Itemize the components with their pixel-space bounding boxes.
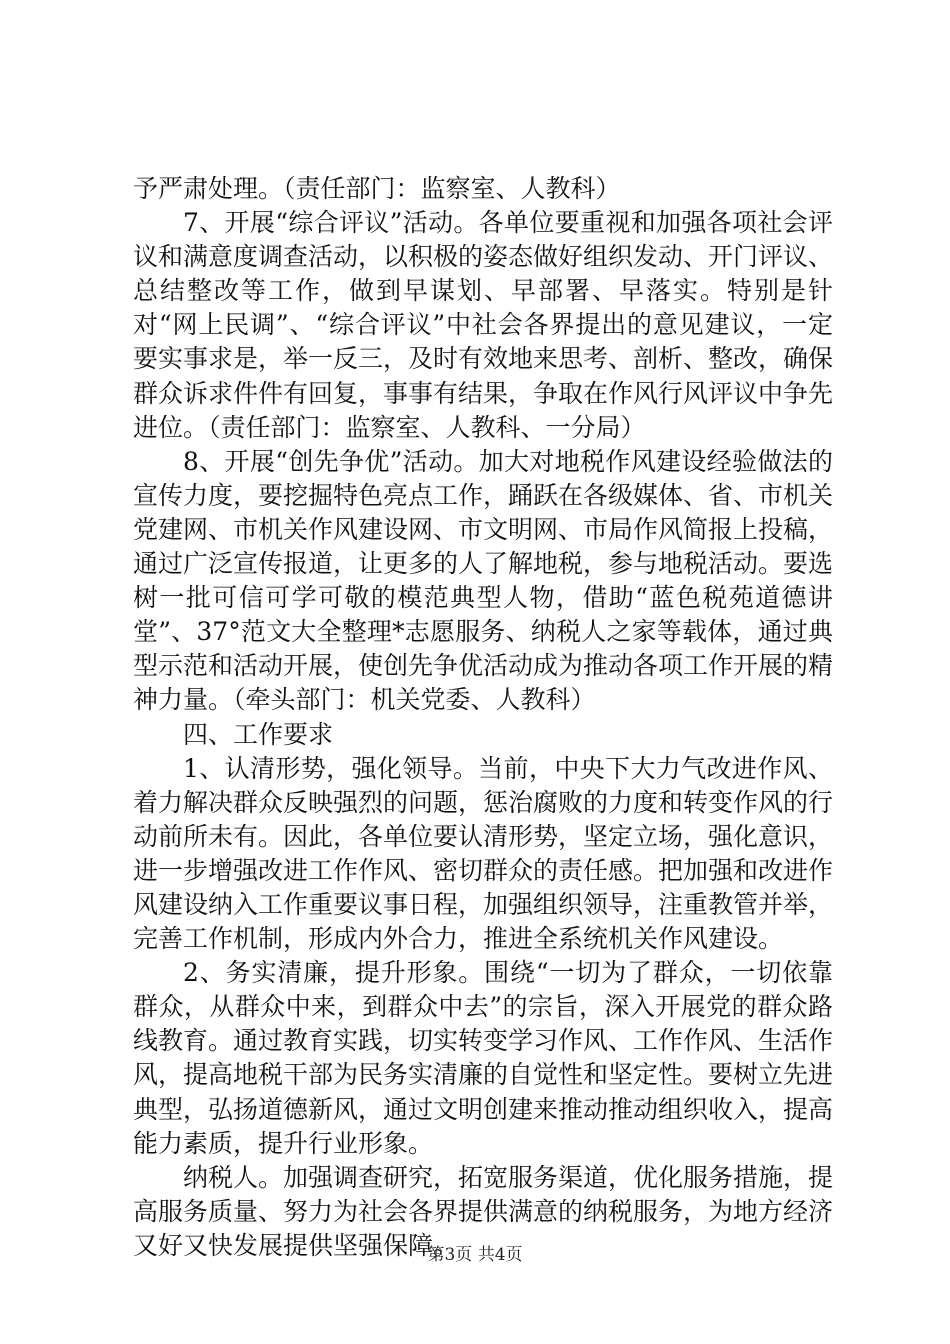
section-heading: 四、工作要求 bbox=[183, 719, 334, 749]
document-body bbox=[133, 172, 833, 1263]
page-number-footer: 第3页 共4页 bbox=[427, 1245, 523, 1265]
paragraph-5: 2、务实清廉，提升形象。围绕“一切为了群众，一切依靠群众，从群众中来，到群众中去”的宗旨，深入开展党的群众路线教育。通过教育实践，切实转变学习作风、工作作风、生活作风，提高地税干部为民务实清廉的自觉性和坚定性。要树立先进典型，弘扬道德新风，通过文明创建来推动推动组织收入，提高能力素质，提升行业形象。 bbox=[133, 958, 834, 1158]
paragraph-1: 予严肃处理。（责任部门：监察室、人教科） bbox=[133, 174, 621, 203]
paragraph-3: 8、开展“创先争优”活动。加大对地税作风建设经验做法的宣传力度，要挖掘特色亮点工作，踊跃在各级媒体、省、市机关党建网、市机关作风建设网、市文明网、市局作风简报上投稿，通过广泛宣传报道，让更多的人了解地税，参与地税活动。要选树一批可信可学可敬的模范典型人物，借助“蓝色税苑道德讲堂”、37°范文大全整理*志愿服务、纳税人之家等载体，通过典型示范和活动开展，使创先争优活动成为推动各项工作开展的精神力量。（牵头部门：机关党委、人教科） bbox=[133, 446, 834, 715]
paragraph-4: 1、认清形势，强化领导。当前，中央下大力气改进作风、着力解决群众反映强烈的问题，惩治腐败的力度和转变作风的行动前所未有。因此，各单位要认清形势，坚定立场，强化意识，进一步增强改进工作作风、密切群众的责任感。把加强和改进作风建设纳入工作重要议事日程，加强组织领导，注重教管并举，完善工作机制，形成内外合力，推进全系统机关作风建设。 bbox=[133, 753, 834, 954]
paragraph-2: 7、开展“综合评议”活动。各单位要重视和加强各项社会评议和满意度调查活动，以积极的姿态做好组织发动、开门评议、总结整改等工作，做到早谋划、早部署、早落实。特别是针对“网上民调”、“综合评议”中社会各界提出的意见建议，一定要实事求是，举一反三，及时有效地来思考、剖析、整改，确保群众诉求件件有回复，事事有结果，争取在作风行风评议中争先进位。（责任部门：监察室、人教科、一分局） bbox=[133, 208, 834, 442]
paragraph-6: 纳税人。加强调查研究，拓宽服务渠道，优化服务措施，提高服务质量、努力为社会各界提供满意的纳税服务，为地方经济又好又快发展提供坚强保障。 bbox=[133, 1162, 834, 1260]
